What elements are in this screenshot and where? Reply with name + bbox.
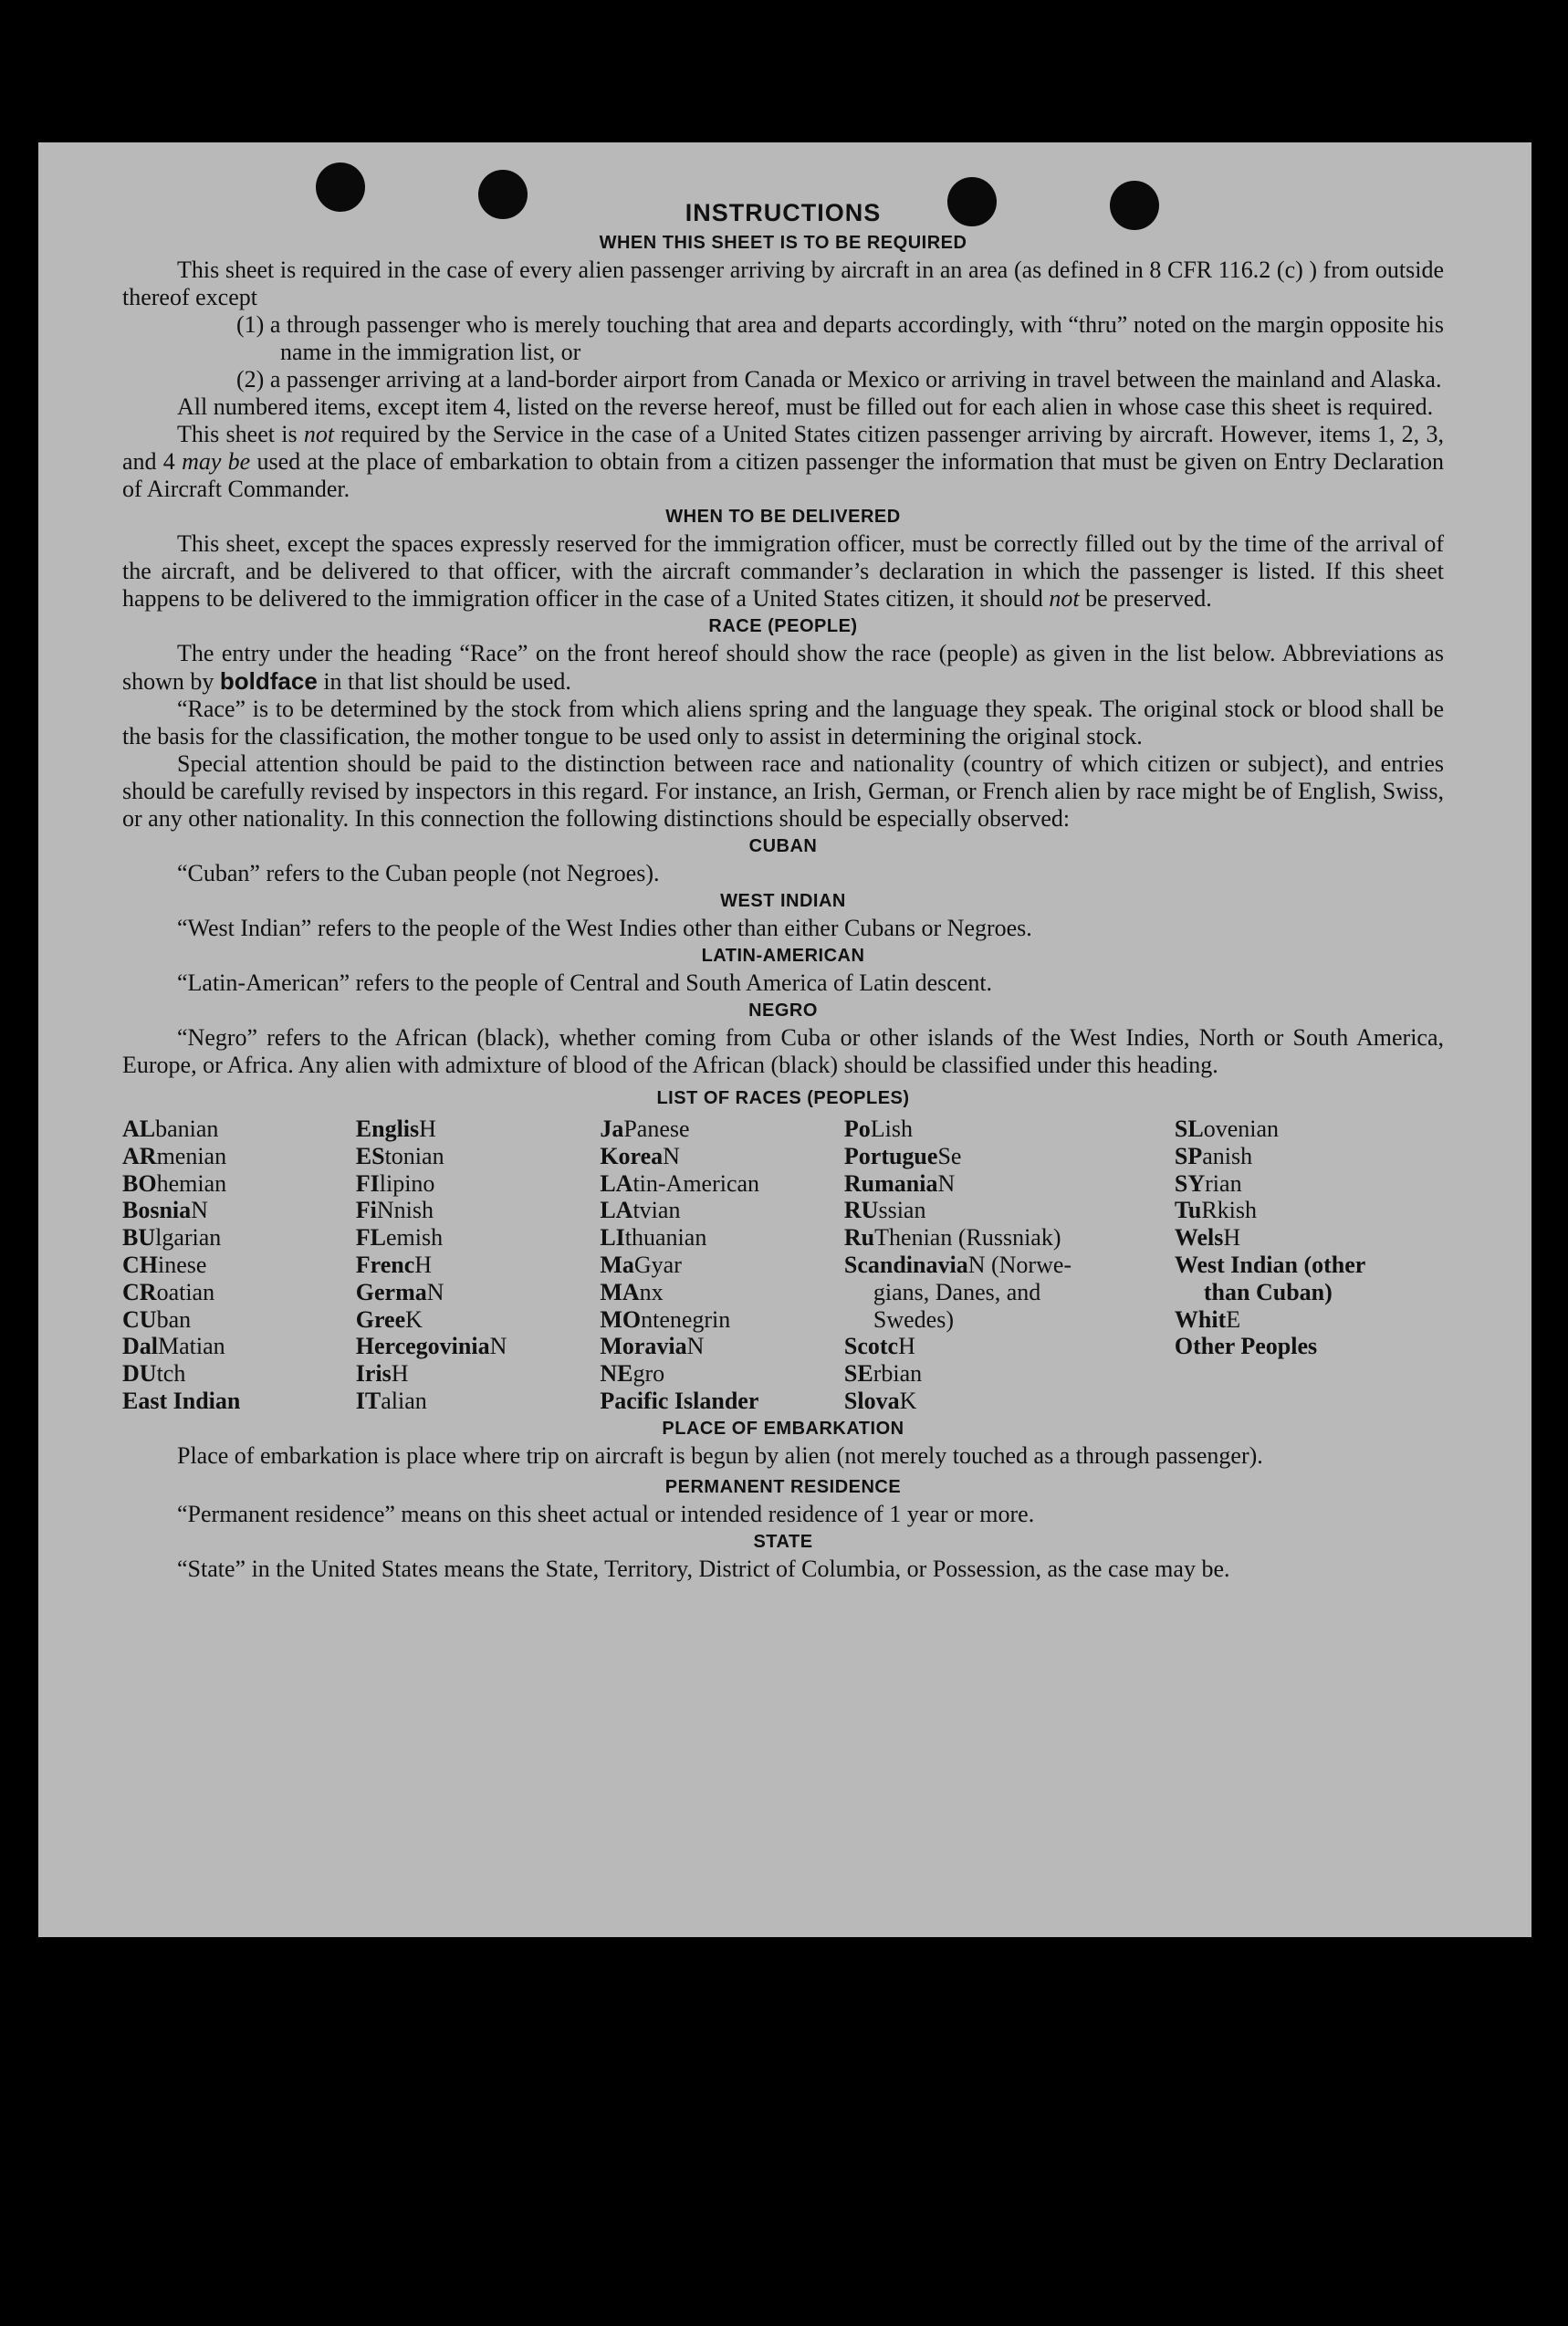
race-abbreviation: Scandinavia	[843, 1251, 968, 1278]
race-abbreviation: AL	[122, 1116, 156, 1142]
race-remainder: N (Norwe-	[967, 1251, 1072, 1278]
race-item	[844, 1224, 1175, 1252]
race-remainder: alian	[381, 1387, 427, 1414]
race-abbreviation: Portugue	[843, 1142, 938, 1169]
race-item	[1175, 1224, 1444, 1252]
heading-permanent-residence: PERMANENT RESIDENCE	[664, 1476, 902, 1497]
race-item	[1175, 1252, 1444, 1279]
instruction-sheet	[38, 142, 1531, 1937]
paragraph: “Cuban” refers to the Cuban people (not Negroes).	[177, 860, 660, 886]
punch-hole-3	[947, 177, 997, 226]
race-item	[600, 1388, 844, 1415]
punch-hole-2	[478, 170, 528, 219]
race-abbreviation: CH	[122, 1251, 158, 1278]
race-abbreviation: Ma	[600, 1251, 634, 1278]
race-remainder: menian	[156, 1142, 227, 1169]
race-item	[844, 1388, 1175, 1415]
race-remainder: tin-American	[632, 1169, 760, 1197]
race-item	[356, 1143, 601, 1170]
race-item	[844, 1333, 1175, 1360]
race-remainder: tvian	[632, 1197, 681, 1224]
paragraph: Place of embarkation is place where trip on aircraft is begun by alien (not merely touched as a through passenger).	[177, 1441, 1263, 1469]
race-item	[844, 1306, 1175, 1334]
race-column	[600, 1116, 844, 1415]
race-abbreviation: BO	[122, 1169, 157, 1197]
race-remainder: H	[1223, 1224, 1241, 1252]
race-abbreviation: Tu	[1174, 1197, 1202, 1224]
race-item	[122, 1116, 356, 1143]
race-remainder: Rkish	[1201, 1197, 1257, 1224]
race-abbreviation: RU	[843, 1197, 879, 1224]
race-item	[600, 1252, 844, 1279]
heading-when-delivered: WHEN TO BE DELIVERED	[665, 507, 901, 527]
race-item	[122, 1224, 356, 1252]
race-remainder: rian	[1205, 1169, 1242, 1197]
race-abbreviation: LA	[600, 1169, 633, 1197]
race-remainder: N	[663, 1142, 680, 1169]
race-abbreviation: SE	[843, 1360, 873, 1388]
race-remainder: tonian	[384, 1142, 444, 1169]
race-abbreviation: LI	[600, 1224, 625, 1252]
race-abbreviation: CR	[122, 1278, 157, 1305]
race-remainder: oatian	[156, 1278, 215, 1305]
heading-list-of-races: LIST OF RACES (PEOPLES)	[656, 1088, 910, 1108]
race-item	[122, 1360, 356, 1388]
race-remainder: Se	[937, 1142, 962, 1169]
race-abbreviation: LA	[600, 1197, 633, 1224]
race-abbreviation: FI	[355, 1169, 380, 1197]
race-abbreviation: Germa	[355, 1278, 427, 1305]
race-item	[844, 1170, 1175, 1198]
race-abbreviation: Ja	[600, 1116, 624, 1142]
race-remainder: tch	[156, 1360, 186, 1388]
race-remainder: ban	[156, 1305, 192, 1333]
race-item	[844, 1143, 1175, 1170]
race-item	[356, 1116, 601, 1143]
race-abbreviation: West Indian (other	[1174, 1251, 1366, 1278]
race-item	[356, 1252, 601, 1279]
punch-hole-4	[1110, 181, 1159, 230]
race-item	[1175, 1333, 1444, 1360]
race-abbreviation: BU	[122, 1224, 156, 1252]
race-abbreviation: Rumania	[843, 1169, 938, 1197]
race-abbreviation: than Cuban)	[1203, 1278, 1333, 1305]
race-abbreviation: Gree	[355, 1305, 406, 1333]
race-abbreviation: SL	[1174, 1116, 1204, 1142]
race-item	[356, 1388, 601, 1415]
race-item	[122, 1306, 356, 1334]
race-item	[600, 1116, 844, 1143]
heading-latin-american: LATIN-AMERICAN	[701, 946, 865, 966]
race-column	[1175, 1116, 1444, 1415]
list-item: (1) a through passenger who is merely touching that area and departs accordingly, with “thru” noted on the margin opposite his name in the immigration list, or	[236, 311, 1444, 365]
race-item	[122, 1388, 356, 1415]
race-abbreviation: FL	[355, 1224, 386, 1252]
race-item	[122, 1197, 356, 1224]
race-item	[1175, 1306, 1444, 1334]
punch-hole-1	[316, 162, 365, 212]
paragraph: “Negro” refers to the African (black), whether coming from Cuba or other islands of the West Indies, North or South America, Europe, or Africa. Any alien with admixture of blood of the African (black) should be classified under this heading.	[122, 1024, 1444, 1078]
race-item	[600, 1170, 844, 1198]
race-abbreviation: MA	[600, 1278, 640, 1305]
race-item	[600, 1306, 844, 1334]
race-remainder: ssian	[878, 1197, 926, 1224]
race-remainder: banian	[155, 1116, 219, 1142]
race-item	[356, 1333, 601, 1360]
heading-negro: NEGRO	[748, 1001, 818, 1021]
paragraph: Special attention should be paid to the distinction between race and nationality (country of which citizen or subject), and entries should be carefully revised by inspectors in this regard. For instance, an Irish, German, or French alien by race might be of English, Swiss, or any other nationality. In this connection the following distinctions should be especially observed:	[122, 750, 1444, 832]
list-item: (2) a passenger arriving at a land-border airport from Canada or Mexico or arriving in travel between the mainland and Alaska.	[236, 366, 1442, 393]
race-remainder: Thenian (Russniak)	[874, 1224, 1061, 1252]
race-abbreviation: Iris	[355, 1360, 392, 1388]
race-remainder: K	[405, 1305, 423, 1333]
paragraph: This sheet is required in the case of every alien passenger arriving by aircraft in an area (as defined in 8 CFR 116.2 (c) ) from outside thereof except	[122, 257, 1444, 310]
race-remainder: rbian	[873, 1360, 923, 1388]
race-remainder: hemian	[156, 1169, 227, 1197]
race-remainder: Swedes)	[873, 1305, 954, 1333]
race-item	[122, 1143, 356, 1170]
paragraph: “Race” is to be determined by the stock from which aliens spring and the language they speak. The original stock or blood shall be the basis for the classification, the mother tongue to be used only to assist in determining the original stock.	[122, 696, 1444, 749]
race-abbreviation: Scotc	[843, 1333, 899, 1360]
race-item	[600, 1224, 844, 1252]
race-abbreviation: Frenc	[355, 1251, 415, 1278]
race-remainder: anish	[1202, 1142, 1253, 1169]
race-item	[600, 1143, 844, 1170]
race-abbreviation: CU	[122, 1305, 157, 1333]
race-item	[1175, 1116, 1444, 1143]
race-remainder: inese	[158, 1251, 207, 1278]
race-item	[844, 1252, 1175, 1279]
race-item	[1175, 1279, 1444, 1306]
race-abbreviation: Korea	[600, 1142, 664, 1169]
race-remainder: ovenian	[1203, 1116, 1280, 1142]
race-remainder: N	[937, 1169, 956, 1197]
paragraph: This sheet, except the spaces expressly reserved for the immigration officer, must be correctly filled out by the time of the arrival of the aircraft, and be delivered to that officer, with the aircraft commander’s declaration in which the passenger is listed. If this sheet happens to be delivered to the immigration officer in the case of a United States citizen, it should not be preserved.	[122, 530, 1444, 612]
heading-when-required: WHEN THIS SHEET IS TO BE REQUIRED	[599, 233, 967, 253]
race-item	[1175, 1143, 1444, 1170]
race-abbreviation: ES	[355, 1142, 385, 1169]
race-item	[122, 1170, 356, 1198]
race-abbreviation: Englis	[355, 1116, 420, 1142]
race-abbreviation: Slova	[843, 1387, 900, 1414]
race-remainder: Matian	[158, 1333, 225, 1360]
heading-west-indian: WEST INDIAN	[720, 891, 846, 911]
race-abbreviation: Other Peoples	[1174, 1333, 1318, 1360]
race-item	[122, 1252, 356, 1279]
race-abbreviation: Pacific Islander	[600, 1387, 759, 1414]
paragraph: All numbered items, except item 4, listed on the reverse hereof, must be filled out for each alien in whose case this sheet is required.	[177, 393, 1434, 420]
race-abbreviation: Fi	[355, 1197, 377, 1224]
race-item	[356, 1360, 601, 1388]
race-item	[356, 1306, 601, 1334]
race-item	[356, 1279, 601, 1306]
race-remainder: E	[1226, 1305, 1241, 1333]
race-item	[356, 1170, 601, 1198]
race-item	[844, 1197, 1175, 1224]
race-abbreviation: NE	[600, 1360, 633, 1388]
race-list	[122, 1116, 1444, 1415]
race-item	[600, 1360, 844, 1388]
page-title: INSTRUCTIONS	[685, 199, 882, 226]
race-abbreviation: Bosnia	[122, 1197, 192, 1224]
heading-place-of-embarkation: PLACE OF EMBARKATION	[662, 1418, 904, 1439]
race-abbreviation: SP	[1174, 1142, 1203, 1169]
race-remainder: lgarian	[155, 1224, 222, 1252]
race-remainder: lipino	[379, 1169, 435, 1197]
race-remainder: gians, Danes, and	[873, 1278, 1041, 1305]
race-abbreviation: Whit	[1174, 1305, 1227, 1333]
heading-state: STATE	[753, 1531, 813, 1552]
race-column	[122, 1116, 356, 1415]
paragraph: This sheet is not required by the Service in the case of a United States citizen passenger arriving by aircraft. However, items 1, 2, 3, and 4 may be used at the place of embarkation to obtain from a citizen passenger the information that must be given on Entry Declaration of Aircraft Commander.	[122, 421, 1444, 502]
race-abbreviation: Moravia	[600, 1333, 687, 1360]
race-item	[356, 1224, 601, 1252]
race-item	[600, 1197, 844, 1224]
heading-cuban: CUBAN	[748, 836, 818, 856]
race-remainder: Lish	[870, 1116, 914, 1142]
race-abbreviation: Ru	[843, 1224, 875, 1252]
race-remainder: nx	[639, 1278, 664, 1305]
race-item	[600, 1279, 844, 1306]
heading-race: RACE (PEOPLE)	[708, 616, 858, 636]
race-abbreviation: SY	[1174, 1169, 1206, 1197]
race-abbreviation: East Indian	[122, 1387, 241, 1414]
race-remainder: K	[899, 1387, 917, 1414]
race-item	[356, 1197, 601, 1224]
race-remainder: emish	[386, 1224, 444, 1252]
paragraph: “State” in the United States means the State, Territory, District of Columbia, or Possession, as the case may be.	[177, 1555, 1230, 1582]
paragraph: “West Indian” refers to the people of the West Indies other than either Cubans or Negroes.	[177, 915, 1032, 941]
paragraph: “Permanent residence” means on this sheet actual or intended residence of 1 year or more.	[177, 1500, 1035, 1527]
race-abbreviation: Wels	[1174, 1224, 1224, 1252]
race-remainder: ntenegrin	[641, 1305, 731, 1333]
race-remainder: gro	[632, 1360, 665, 1388]
race-abbreviation: DU	[122, 1360, 157, 1388]
race-item	[844, 1279, 1175, 1306]
race-item	[1175, 1197, 1444, 1224]
race-remainder: Gyar	[633, 1251, 682, 1278]
race-remainder: N	[686, 1333, 705, 1360]
race-abbreviation: AR	[122, 1142, 157, 1169]
race-item	[844, 1116, 1175, 1143]
race-item	[122, 1279, 356, 1306]
race-remainder: H	[419, 1116, 436, 1142]
race-abbreviation: MO	[600, 1305, 642, 1333]
race-remainder: N	[191, 1197, 208, 1224]
race-item	[1175, 1170, 1444, 1198]
race-remainder: H	[898, 1333, 915, 1360]
race-remainder: H	[414, 1251, 433, 1278]
race-remainder: H	[391, 1360, 409, 1388]
paragraph: The entry under the heading “Race” on the front hereof should show the race (people) as given in the list below. Abbreviations as shown by boldface in that list should be used.	[122, 640, 1444, 695]
paragraph: “Latin-American” refers to the people of Central and South America of Latin descent.	[177, 969, 993, 996]
race-abbreviation: Po	[843, 1116, 871, 1142]
race-item	[844, 1360, 1175, 1388]
race-remainder: N	[489, 1333, 507, 1360]
race-item	[600, 1333, 844, 1360]
race-column	[844, 1116, 1175, 1415]
race-remainder: Panese	[623, 1116, 690, 1142]
race-remainder: Nnish	[376, 1197, 434, 1224]
race-abbreviation: Dal	[122, 1333, 158, 1360]
race-remainder: thuanian	[624, 1224, 707, 1252]
race-column	[356, 1116, 601, 1415]
race-item	[122, 1333, 356, 1360]
race-abbreviation: IT	[355, 1387, 382, 1414]
race-remainder: N	[426, 1278, 444, 1305]
race-abbreviation: Hercegovinia	[355, 1333, 490, 1360]
